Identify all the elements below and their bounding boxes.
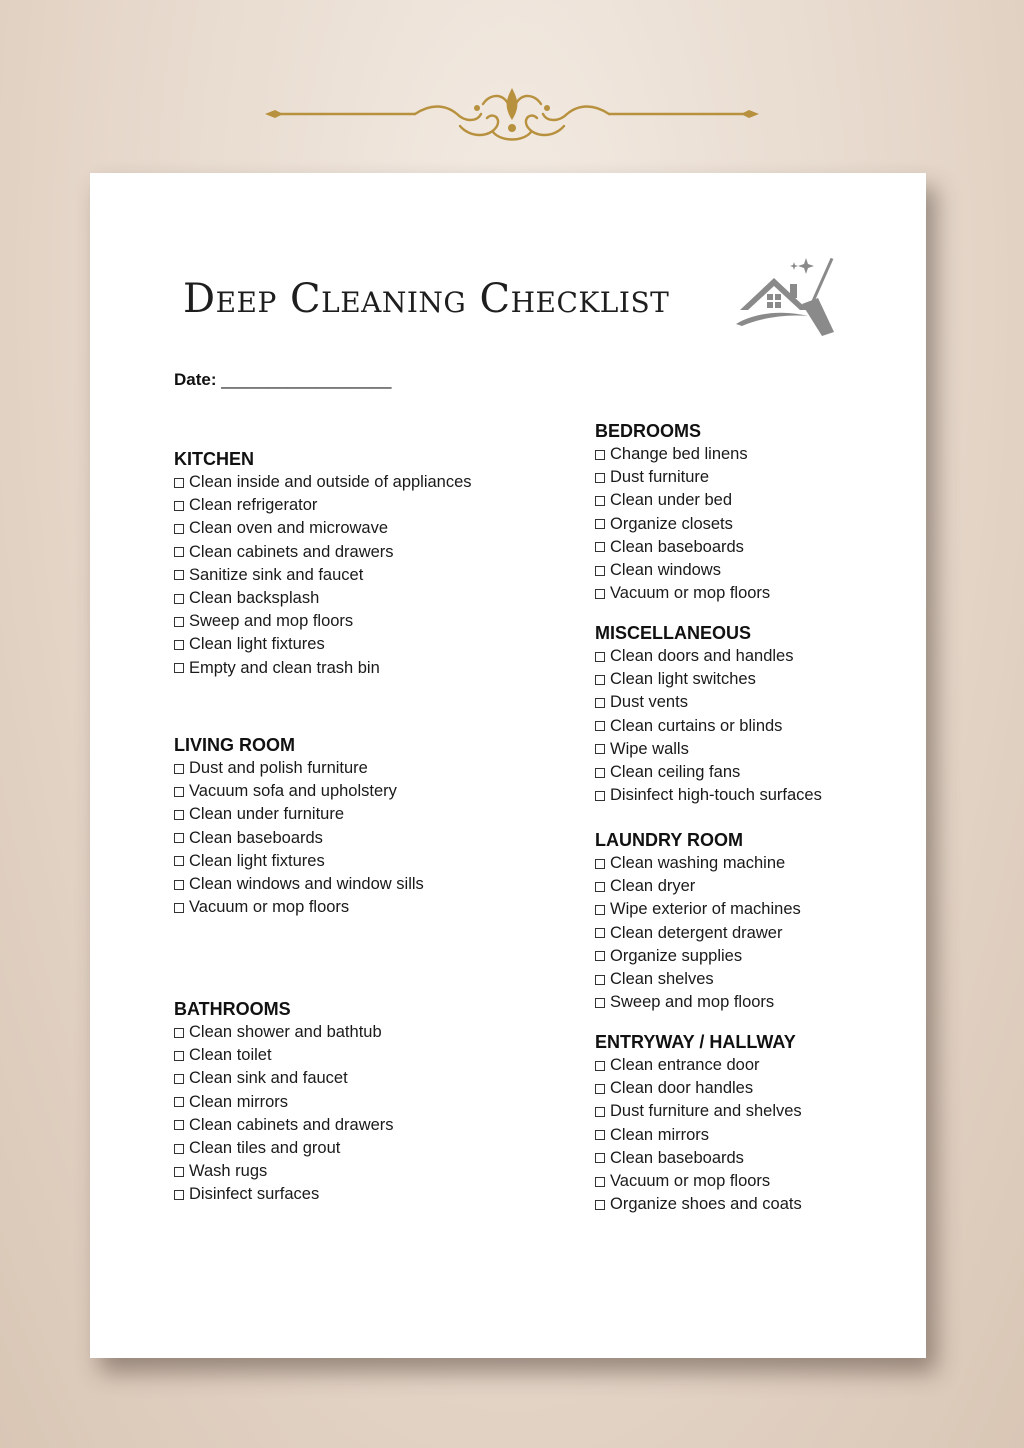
checkbox-icon[interactable]: [174, 1190, 184, 1200]
checklist-item-label: Clean backsplash: [189, 588, 320, 607]
checklist-item-label: Vacuum sofa and upholstery: [189, 782, 397, 801]
checklist-item-label: Clean shower and bathtub: [189, 1023, 382, 1041]
checkbox-icon[interactable]: [595, 496, 605, 506]
checklist-item-label: Clean light fixtures: [189, 635, 325, 654]
checkbox-icon[interactable]: [595, 1177, 605, 1187]
checklist: [595, 1054, 802, 1216]
checklist-item-label: Clean mirrors: [189, 1092, 289, 1111]
checklist-item-label: Organize supplies: [610, 946, 743, 965]
checkbox-icon[interactable]: [174, 833, 184, 843]
checklist-item[interactable]: [174, 827, 424, 850]
checklist-item[interactable]: [595, 1147, 802, 1170]
checklist-item-label: Clean cabinets and drawers: [189, 1115, 394, 1134]
checklist-item-label: Clean baseboards: [189, 828, 323, 847]
checklist-item[interactable]: [174, 471, 472, 494]
checklist-item-label: Change bed linens: [610, 445, 748, 463]
checklist-item[interactable]: [595, 875, 801, 898]
checklist-item-label: Clean toilet: [189, 1046, 272, 1065]
checklist-item-label: Clean cabinets and drawers: [189, 542, 394, 561]
section-laundry-room: [595, 828, 801, 1014]
checklist-item-label: Clean door handles: [610, 1079, 754, 1098]
date-label: Date:: [174, 370, 217, 389]
checklist-item[interactable]: [595, 715, 822, 738]
checkbox-icon[interactable]: [174, 524, 184, 534]
checklist-item-label: Dust furniture: [610, 468, 710, 487]
checkbox-icon[interactable]: [174, 663, 184, 673]
checklist-item-label: Clean doors and handles: [610, 647, 794, 665]
checklist-item[interactable]: [174, 1021, 394, 1044]
checklist-item-label: Clean tiles and grout: [189, 1138, 341, 1157]
checkbox-icon[interactable]: [174, 764, 184, 774]
checklist: [595, 443, 770, 605]
checkbox-icon[interactable]: [174, 501, 184, 511]
section-miscellaneous: [595, 621, 822, 807]
checklist-item[interactable]: [595, 1054, 802, 1077]
checkbox-icon[interactable]: [595, 519, 605, 529]
section-entryway-hallway: [595, 1030, 802, 1216]
section-title: BEDROOMS: [595, 421, 702, 441]
checklist-item-label: Sweep and mop floors: [189, 612, 354, 631]
checklist-item-label: Clean detergent drawer: [610, 923, 783, 942]
checklist-item-label: Wipe exterior of machines: [610, 900, 801, 919]
checklist-item-label: Clean baseboards: [610, 537, 744, 556]
checklist-item[interactable]: [595, 466, 770, 489]
checklist-item[interactable]: [595, 968, 801, 991]
checklist-item[interactable]: [174, 1114, 394, 1137]
checkbox-icon[interactable]: [595, 566, 605, 576]
checkbox-icon[interactable]: [174, 1097, 184, 1107]
checklist-item[interactable]: [595, 991, 801, 1014]
section-kitchen: [174, 447, 472, 680]
checklist-item-label: Empty and clean trash bin: [189, 658, 380, 677]
checklist-item[interactable]: [174, 1183, 394, 1206]
checklist-item[interactable]: [595, 738, 822, 761]
checklist-item-label: Clean washing machine: [610, 854, 786, 872]
checklist-item[interactable]: [174, 757, 424, 780]
checkbox-icon[interactable]: [174, 810, 184, 820]
checklist-item[interactable]: [595, 443, 770, 466]
checklist-item[interactable]: [174, 850, 424, 873]
checkbox-icon[interactable]: [174, 617, 184, 627]
checklist-item[interactable]: [174, 610, 472, 633]
section-title: LAUNDRY ROOM: [595, 830, 743, 850]
checkbox-icon[interactable]: [595, 951, 605, 961]
checklist-item-label: Disinfect surfaces: [189, 1185, 320, 1204]
checkbox-icon[interactable]: [595, 744, 605, 754]
checkbox-icon[interactable]: [595, 905, 605, 915]
checkbox-icon[interactable]: [174, 856, 184, 866]
checklist-item[interactable]: [595, 559, 770, 582]
checklist-item-label: Clean oven and microwave: [189, 519, 389, 538]
section-title: ENTRYWAY / HALLWAY: [595, 1032, 796, 1052]
section-title: LIVING ROOM: [174, 735, 295, 755]
checkbox-icon[interactable]: [595, 675, 605, 685]
checkbox-icon[interactable]: [595, 1130, 605, 1140]
checklist-item[interactable]: [595, 784, 822, 807]
checklist-item[interactable]: [595, 761, 822, 784]
checklist-item[interactable]: [595, 1170, 802, 1193]
checkbox-icon[interactable]: [595, 1153, 605, 1163]
checklist: [174, 757, 424, 919]
checkbox-icon[interactable]: [174, 787, 184, 797]
checkbox-icon[interactable]: [174, 1144, 184, 1154]
checklist-item-label: Clean inside and outside of appliances: [189, 473, 472, 491]
checklist-item[interactable]: [174, 564, 472, 587]
checkbox-icon[interactable]: [174, 640, 184, 650]
checklist-item[interactable]: [174, 896, 424, 919]
checklist-item[interactable]: [595, 922, 801, 945]
checklist-item[interactable]: [174, 657, 472, 680]
checklist-item-label: Vacuum or mop floors: [610, 1171, 771, 1190]
checkbox-icon[interactable]: [595, 721, 605, 731]
checklist-item[interactable]: [174, 1091, 394, 1114]
checklist-item-label: Organize shoes and coats: [610, 1195, 802, 1214]
checklist-item-label: Clean under bed: [610, 491, 733, 510]
page-title: Deep Cleaning Checklist: [183, 276, 670, 322]
checkbox-icon[interactable]: [174, 880, 184, 890]
checkbox-icon[interactable]: [174, 547, 184, 557]
checkbox-icon[interactable]: [595, 1200, 605, 1210]
checklist-item[interactable]: [595, 668, 822, 691]
checklist-item[interactable]: [595, 1100, 802, 1123]
checklist-item[interactable]: [595, 852, 801, 875]
section-title: KITCHEN: [174, 449, 254, 469]
checklist-item[interactable]: [595, 645, 822, 668]
checkbox-icon[interactable]: [595, 859, 605, 869]
checklist-item[interactable]: [595, 898, 801, 921]
checklist: [595, 645, 822, 807]
checkbox-icon[interactable]: [595, 589, 605, 599]
checkbox-icon[interactable]: [595, 768, 605, 778]
date-blank-line: __________________: [221, 370, 392, 389]
checklist-item-label: Clean windows: [610, 560, 721, 579]
checkbox-icon[interactable]: [595, 542, 605, 552]
checkbox-icon[interactable]: [174, 1120, 184, 1130]
checklist-item-label: Wash rugs: [189, 1162, 268, 1181]
checkbox-icon[interactable]: [174, 478, 184, 488]
checkbox-icon[interactable]: [595, 698, 605, 708]
checklist-item[interactable]: [174, 633, 472, 656]
checklist-item-label: Clean light switches: [610, 670, 756, 689]
checklist-item-label: Dust and polish furniture: [189, 759, 368, 777]
section-title: MISCELLANEOUS: [595, 623, 752, 643]
checkbox-icon[interactable]: [595, 791, 605, 801]
checklist-item[interactable]: [174, 1137, 394, 1160]
checklist-item-label: Clean entrance door: [610, 1056, 760, 1074]
checklist-item[interactable]: [174, 873, 424, 896]
checkbox-icon[interactable]: [595, 998, 605, 1008]
checklist-item-label: Clean refrigerator: [189, 496, 318, 515]
checklist-item-label: Clean light fixtures: [189, 851, 325, 870]
checklist-item[interactable]: [595, 1077, 802, 1100]
checklist-item[interactable]: [595, 513, 770, 536]
checkbox-icon[interactable]: [174, 1167, 184, 1177]
checkbox-icon[interactable]: [174, 570, 184, 580]
date-field[interactable]: [174, 370, 391, 390]
checklist-item[interactable]: [595, 945, 801, 968]
checklist-item-label: Clean windows and window sills: [189, 874, 424, 893]
checklist-item-label: Clean sink and faucet: [189, 1069, 348, 1088]
checklist-item[interactable]: [174, 494, 472, 517]
checkbox-icon[interactable]: [595, 928, 605, 938]
checklist-item-label: Sweep and mop floors: [610, 993, 775, 1012]
checklist-item[interactable]: [174, 1160, 394, 1183]
section-bedrooms: [595, 419, 770, 605]
checklist-item[interactable]: [595, 1193, 802, 1216]
checklist-item[interactable]: [595, 536, 770, 559]
checkbox-icon[interactable]: [595, 1061, 605, 1071]
checkbox-icon[interactable]: [595, 975, 605, 985]
checklist-item-label: Clean shelves: [610, 969, 714, 988]
checklist-item-label: Sanitize sink and faucet: [189, 565, 364, 584]
checklist-item[interactable]: [595, 582, 770, 605]
checklist-item-label: Dust vents: [610, 693, 688, 712]
checkbox-icon[interactable]: [174, 1051, 184, 1061]
checkbox-icon[interactable]: [595, 450, 605, 460]
checklist-item-label: Clean curtains or blinds: [610, 716, 783, 735]
checklist-item-label: Disinfect high-touch surfaces: [610, 786, 822, 805]
checklist: [174, 471, 472, 680]
checklist-item-label: Vacuum or mop floors: [610, 584, 771, 603]
checklist-item[interactable]: [595, 691, 822, 714]
checkbox-icon[interactable]: [174, 594, 184, 604]
checklist-item[interactable]: [174, 541, 472, 564]
checklist: [174, 1021, 394, 1207]
gold-flourish-divider-icon: [265, 86, 759, 146]
checklist-item[interactable]: [174, 517, 472, 540]
checklist-item-label: Clean mirrors: [610, 1125, 710, 1144]
section-bathrooms: [174, 997, 394, 1207]
section-living-room: [174, 733, 424, 919]
checklist-item-label: Clean under furniture: [189, 805, 345, 824]
checklist-item-label: Vacuum or mop floors: [189, 898, 350, 917]
checklist-item[interactable]: [174, 803, 424, 826]
section-title: BATHROOMS: [174, 999, 291, 1019]
checklist-item[interactable]: [174, 780, 424, 803]
checklist-item-label: Organize closets: [610, 514, 733, 533]
checklist-item-label: Clean baseboards: [610, 1148, 744, 1167]
checklist-item-label: Dust furniture and shelves: [610, 1102, 802, 1121]
checklist-item[interactable]: [174, 1044, 394, 1067]
checklist-item[interactable]: [174, 587, 472, 610]
checkbox-icon[interactable]: [174, 903, 184, 913]
checklist-item[interactable]: [595, 489, 770, 512]
checklist-item-label: Wipe walls: [610, 739, 689, 758]
checklist-item-label: Clean dryer: [610, 877, 696, 896]
checkbox-icon[interactable]: [595, 652, 605, 662]
checklist-item[interactable]: [595, 1124, 802, 1147]
checkbox-icon[interactable]: [174, 1074, 184, 1084]
house-broom-icon: [736, 254, 846, 338]
checkbox-icon[interactable]: [595, 1107, 605, 1117]
checklist-item[interactable]: [174, 1067, 394, 1090]
checkbox-icon[interactable]: [595, 1084, 605, 1094]
checkbox-icon[interactable]: [595, 473, 605, 483]
checklist: [595, 852, 801, 1014]
checkbox-icon[interactable]: [174, 1028, 184, 1038]
checkbox-icon[interactable]: [595, 882, 605, 892]
checklist-item-label: Clean ceiling fans: [610, 762, 741, 781]
